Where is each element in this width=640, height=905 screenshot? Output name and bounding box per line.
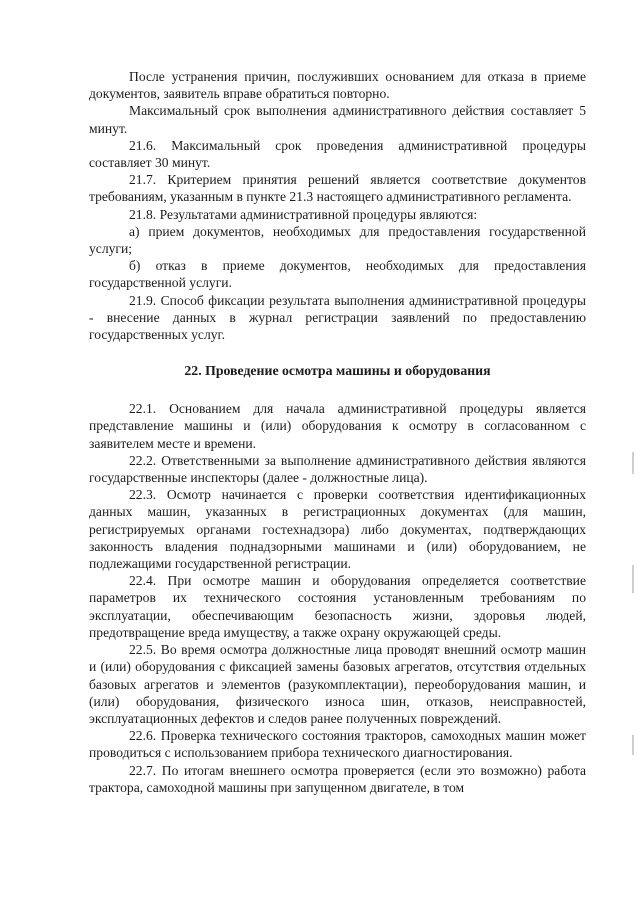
paragraph: 22.5. Во время осмотра должностные лица проводят внешний осмотр машин и (или) оборудования с фиксацией замены базовых агрегатов, отсутствия отдельных базовых агрегатов и элементов (разукомплектации), переоборудования машин, и (или) оборудования, физического износа шин, отказов, неисправностей, эксплуатационных дефектов и следов ранее полученных повреждений. bbox=[89, 642, 586, 726]
paragraph: 22.4. При осмотре машин и оборудования определяется соответствие параметров их технического состояния установленным требованиям по эксплуатации, обеспечивающим безопасность жизни, здоровья людей, предотвращение вреда имуществу, а также охрану окружающей среды. bbox=[89, 573, 586, 640]
paragraph: После устранения причин, послуживших основанием для отказа в приеме документов, заявитель вправе обратиться повторно. bbox=[89, 69, 586, 102]
paragraph: 21.8. Результатами административной процедуры являются: bbox=[129, 206, 478, 222]
paragraph: Максимальный срок выполнения административного действия составляет 5 минут. bbox=[89, 103, 586, 136]
paragraph: 21.7. Критерием принятия решений является соответствие документов требованиям, указанным в пункте 21.3 настоящего административного регламента. bbox=[89, 172, 586, 205]
paragraph: б) отказ в приеме документов, необходимых для предоставления государственной услуги. bbox=[89, 258, 586, 291]
paragraph: 22.6. Проверка технического состояния тракторов, самоходных машин может проводиться с использованием прибора технического диагностирования. bbox=[89, 728, 586, 761]
paragraph: а) прием документов, необходимых для предоставления государственной услуги; bbox=[89, 223, 586, 257]
paragraph: 22.7. По итогам внешнего осмотра проверяется (если это возможно) работа трактора, самоходной машины при запущенном двигателе, в том bbox=[89, 762, 586, 795]
paragraph: 22.3. Осмотр начинается с проверки соответствия идентификационных данных машин, указанных в регистрационных документах (для машин, регистрируемых органами гостехнадзора) либо документах, подтверждающих законность владения поднадзорными машинами и (или) оборудованием, не подлежащими государственной регистрации. bbox=[89, 487, 586, 572]
scan-artifact bbox=[632, 735, 634, 755]
paragraph: 22.1. Основанием для начала административной процедуры является представление машины и (или) оборудования к осмотру в согласованном с заявителем месте и времени. bbox=[89, 401, 586, 451]
section-heading: 22. Проведение осмотра машины и оборудования bbox=[184, 363, 491, 379]
paragraph: 21.6. Максимальный срок проведения административной процедуры составляет 30 минут. bbox=[89, 137, 586, 171]
scan-artifact bbox=[632, 452, 634, 474]
document-page bbox=[89, 68, 586, 796]
paragraph: 21.9. Способ фиксации результата выполнения административной процедуры - внесение данных в журнал регистрации заявлений по предоставлению государственных услуг. bbox=[89, 292, 586, 343]
section-22 bbox=[89, 400, 586, 796]
section-21-tail bbox=[89, 68, 586, 343]
scan-artifact bbox=[632, 565, 634, 593]
paragraph: 22.2. Ответственными за выполнение административного действия являются государственные инспекторы (далее - должностные лица). bbox=[89, 452, 586, 486]
